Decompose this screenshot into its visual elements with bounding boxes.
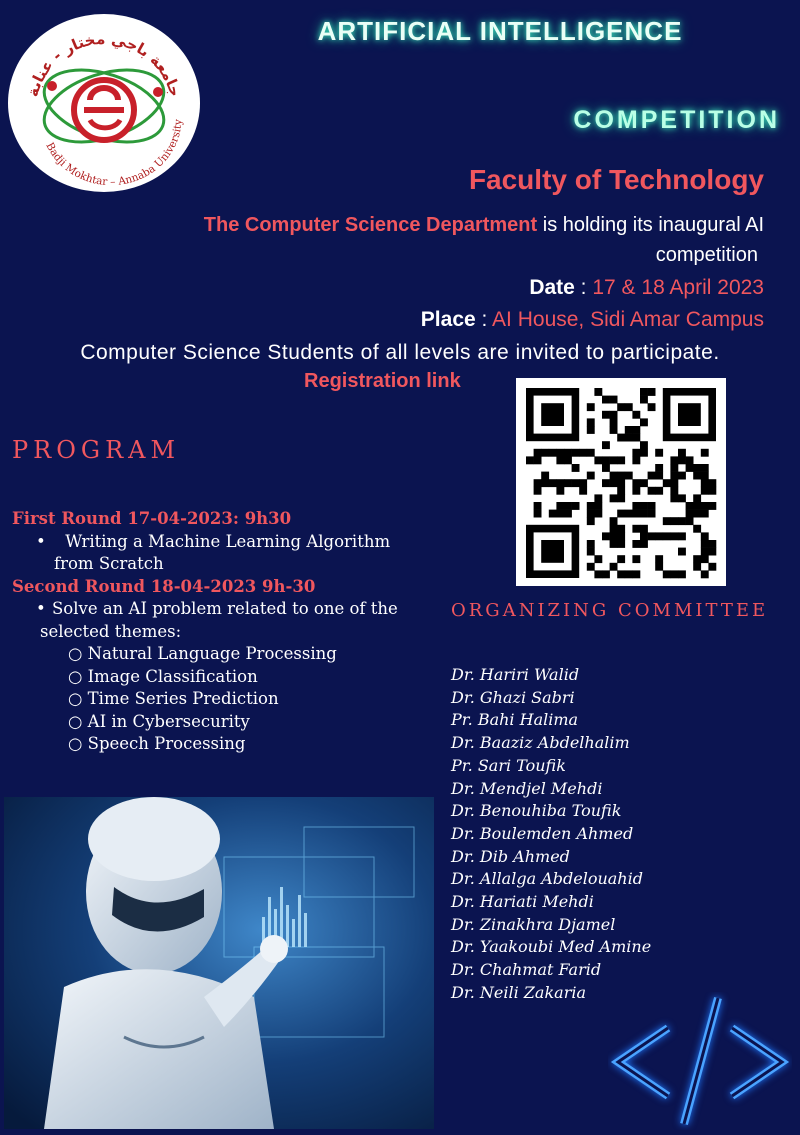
event-title: ARTIFICIAL INTELLIGENCE (317, 16, 683, 46)
robot-image (4, 797, 434, 1129)
event-place: Place : AI House, Sidi Amar Campus (420, 308, 764, 331)
qr-code-icon (516, 378, 726, 586)
round1-task-line2: from Scratch (54, 554, 164, 573)
invitation-text: Computer Science Students of all levels are invited to participate. (80, 341, 720, 364)
round2-task-line2: selected themes: (40, 621, 182, 641)
committee-member: Dr. Dib Ahmed (451, 846, 570, 866)
committee-member: Dr. Hariati Mehdi (451, 892, 594, 912)
intro-line2: competition (655, 244, 758, 266)
committee-member: Dr. Benouhiba Toufik (451, 801, 622, 821)
committee-member: Pr. Sari Toufik (451, 755, 566, 775)
intro-text (84, 210, 764, 270)
theme-item: ○ Image Classification (68, 666, 258, 686)
theme-label: Natural Language Processing (87, 644, 337, 663)
committee-member: Dr. Allalga Abdelouahid (451, 869, 643, 889)
round2-task-line1: Solve an AI problem related to one of the (52, 599, 398, 618)
committee-member: Dr. Boulemden Ahmed (451, 823, 634, 843)
university-logo-icon (8, 14, 200, 192)
committee-member: Dr. Neili Zakaria (451, 982, 586, 1002)
committee-member: Pr. Bahi Halima (451, 710, 579, 730)
committee-member: Dr. Baaziz Abdelhalim (451, 733, 630, 753)
logo-arabic-text: جامعة باجي مختار - عنابة (23, 29, 185, 99)
faculty-name: Faculty of Technology (468, 164, 764, 195)
code-brackets-icon (608, 992, 792, 1130)
intro-line1: is holding its inaugural AI (537, 214, 764, 236)
round1-task-line1: Writing a Machine Learning Algorithm (60, 531, 391, 551)
date-value: 17 & 18 April 2023 (592, 276, 764, 299)
department-name: The Computer Science Department (203, 214, 538, 236)
logo-latin-text: Badji Mokhtar – Annaba University (43, 118, 185, 189)
committee-member: Dr. Zinakhra Djamel (451, 914, 616, 934)
program-list (12, 508, 422, 756)
committee-member: Dr. Hariri Walid (451, 665, 580, 684)
theme-item: ○ Speech Processing (68, 734, 246, 753)
committee-list (451, 664, 771, 1005)
place-label: Place (420, 308, 476, 331)
registration-qr-code[interactable] (516, 378, 726, 586)
event-date: Date : 17 & 18 April 2023 (529, 276, 764, 299)
theme-label: Image Classification (87, 666, 258, 686)
round2-task: • Solve an AI problem related to one of the (36, 599, 398, 618)
committee-member: Dr. Mendjel Mehdi (451, 778, 603, 798)
registration-link[interactable]: Registration link (304, 370, 461, 392)
event-subtitle: COMPETITION (573, 106, 780, 134)
theme-item: ○ AI in Cybersecurity (68, 711, 250, 731)
university-logo (8, 14, 200, 192)
committee-member: Dr. Ghazi Sabri (451, 687, 575, 707)
committee-heading: ORGANIZING COMMITTEE (451, 600, 769, 621)
theme-label: AI in Cybersecurity (87, 711, 250, 731)
theme-label: Speech Processing (87, 734, 246, 753)
program-heading: PROGRAM (12, 436, 181, 464)
place-value: AI House, Sidi Amar Campus (492, 308, 764, 331)
committee-member: Dr. Chahmat Farid (451, 960, 602, 980)
theme-label: Time Series Prediction (87, 689, 279, 708)
theme-item: ○ Natural Language Processing (68, 644, 337, 663)
round2-title: Second Round 18-04-2023 9h-30 (12, 576, 316, 596)
date-label: Date (529, 276, 575, 299)
round1-task: • Writing a Machine Learning Algorithm (36, 531, 391, 551)
theme-item: ○ Time Series Prediction (68, 689, 279, 708)
round1-title: First Round 17-04-2023: 9h30 (12, 509, 292, 528)
committee-member: Dr. Yaakoubi Med Amine (451, 937, 652, 957)
